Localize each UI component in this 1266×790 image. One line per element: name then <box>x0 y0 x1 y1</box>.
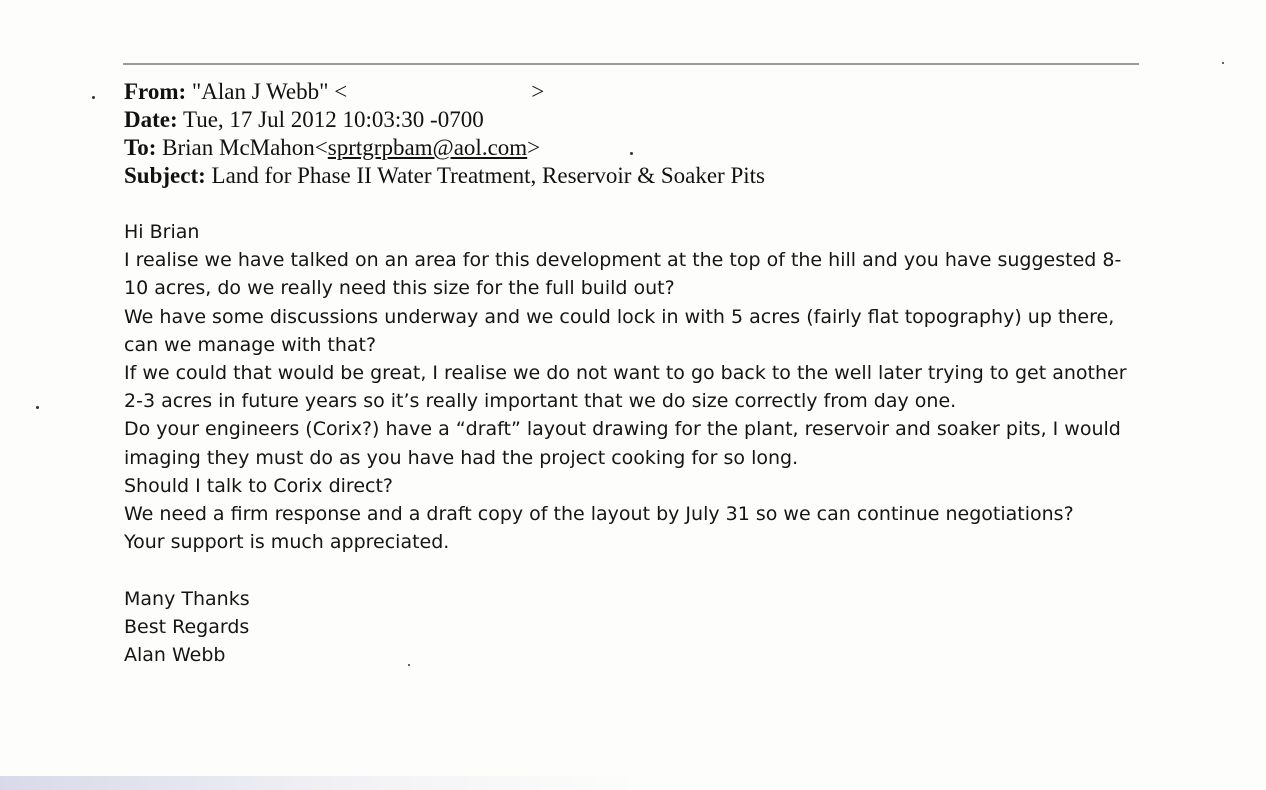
scan-speck <box>1222 62 1224 64</box>
to-close: > <box>527 135 541 160</box>
to-email-link: sprtgrpbam@aol.com <box>327 135 528 160</box>
date-label: Date: <box>124 107 178 132</box>
body-paragraph: If we could that would be great, I realise we do not want to go back to the well later trying to get another 2-3 acres in future years so it’s really important that we do size correctly from day one. <box>124 362 1127 413</box>
from-line <box>124 78 1124 106</box>
body-paragraph: I realise we have talked on an area for this development at the top of the hill and you have suggested 8-10 acres, do we really need this size for the full build out? <box>124 249 1122 300</box>
date-value: Tue, 17 Jul 2012 10:03:30 -0700 <box>182 107 484 132</box>
signature-name: Alan Webb <box>124 644 226 667</box>
scan-speck <box>36 406 39 409</box>
body-paragraph: We need a firm response and a draft copy of the layout by July 31 so we can continue negotiations? <box>124 503 1074 526</box>
date-line <box>124 106 1124 134</box>
closing-line: Best Regards <box>124 615 250 638</box>
header-divider <box>123 63 1139 65</box>
from-label: From: <box>124 79 187 104</box>
scan-speck <box>408 664 410 666</box>
greeting: Hi Brian <box>124 221 200 243</box>
closing-line: Many Thanks <box>124 587 250 610</box>
email-header <box>124 78 1124 190</box>
to-name: Brian McMahon< <box>162 135 328 160</box>
from-value: "Alan J Webb" < <box>191 79 348 104</box>
scan-speck <box>630 152 633 155</box>
from-close: > <box>531 79 545 104</box>
paragraph-spacer <box>124 556 1144 584</box>
subject-label: Subject: <box>124 163 206 188</box>
subject-line <box>124 162 1124 190</box>
body-paragraph: Do your engineers (Corix?) have a “draft” layout drawing for the plant, reservoir and soaker pits, I would imaging they must do as you have had the project cooking for so long. <box>124 418 1121 469</box>
subject-value: Land for Phase II Water Treatment, Reservoir & Soaker Pits <box>211 163 765 188</box>
body-paragraph: Should I talk to Corix direct? <box>124 474 393 497</box>
to-label: To: <box>124 135 157 160</box>
scan-speck <box>92 96 95 99</box>
email-body <box>124 218 1144 669</box>
body-paragraph: We have some discussions underway and we could lock in with 5 acres (fairly flat topography) up there, can we manage with that? <box>124 305 1115 356</box>
scan-smudge <box>0 776 640 790</box>
body-paragraph: Your support is much appreciated. <box>124 531 450 554</box>
to-line <box>124 134 1124 162</box>
